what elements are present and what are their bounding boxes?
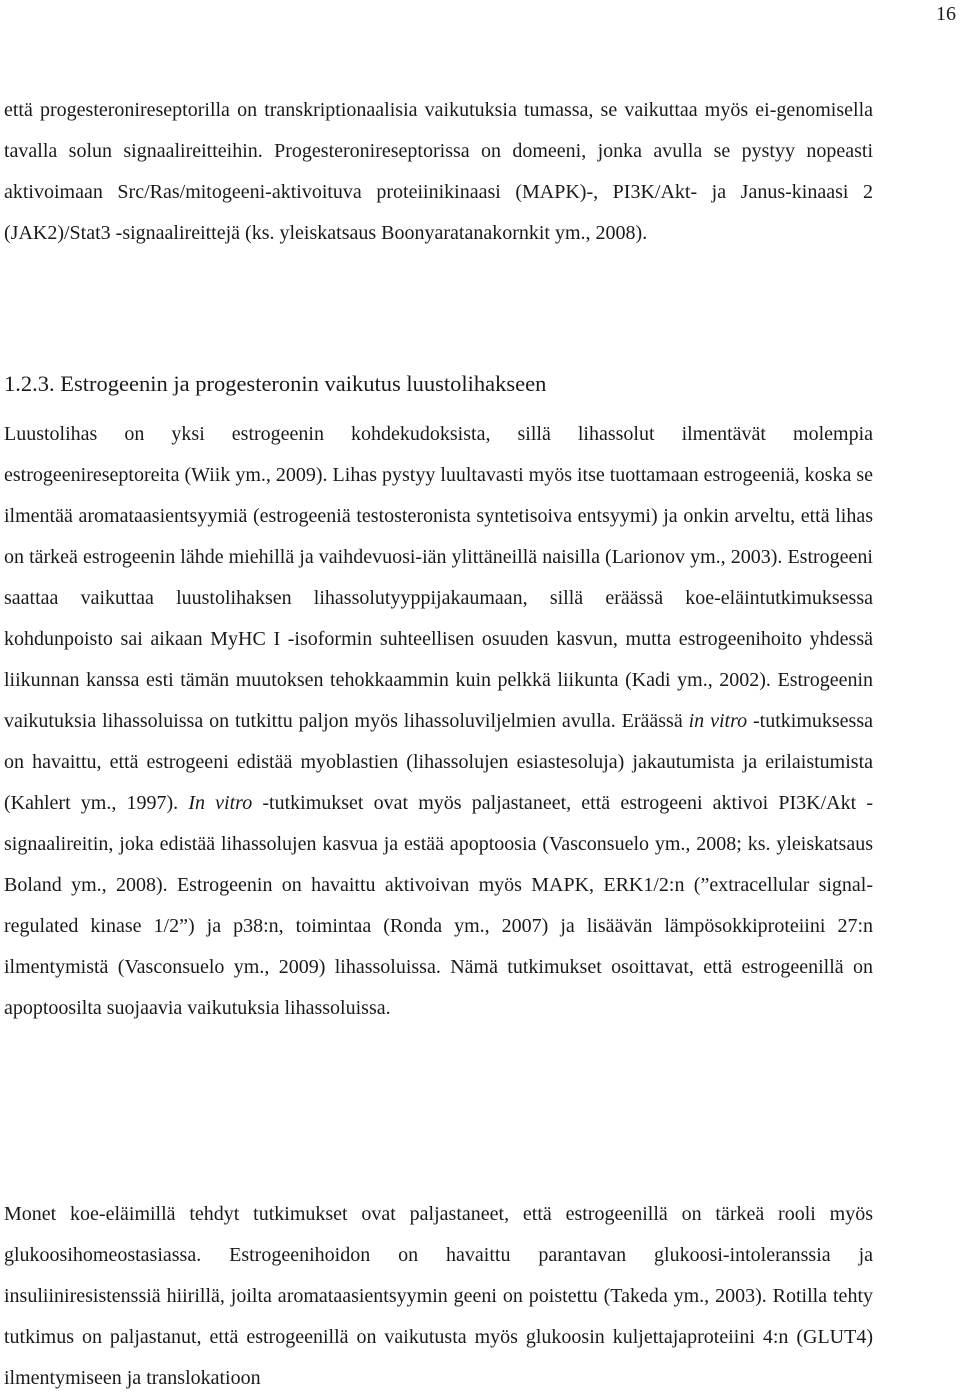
text-run: -tutkimuksessa on havaittu, että estrogeeni edistää myoblastien (lihassolujen esiastesoluja) jakautumista ja erilaistumista (Kahlert ym., 1997). <box>4 710 873 814</box>
paragraph-text <box>4 414 873 1029</box>
text-run: Luustolihas on yksi estrogeenin kohdekudoksista, sillä lihassolut ilmentävät molempia estrogeenireseptoreita (Wiik ym., 2009). Lihas pystyy luultavasti myös itse tuottamaan estrogeeniä, koska se ilmentää aromataasientsyymiä (estrogeeniä testosteronista syntetisoiva entsyymi) ja onkin arveltu, että lihas on tärkeä estrogeenin lähde miehillä ja vaihdevuosi-iän ylittäneillä naisilla (Larionov ym., 2003). Estrogeeni saattaa vaikuttaa luustolihaksen lihassolutyyppijakaumaan, sillä eräässä koe-eläintutkimuksessa kohdunpoisto sai aikaan MyHC I -isoformin suhteellisen osuuden kasvun, mutta estrogeenihoito yhdessä liikunnan kanssa esti tämän muutoksen tehokkaammin kuin pelkkä liikunta (Kadi ym., 2002). Estrogeenin vaikutuksia lihassoluissa on tutkittu paljon myös lihassoluviljelmien avulla. Eräässä <box>4 423 873 732</box>
paragraph-text: että progesteronireseptorilla on transkriptionaalisia vaikutuksia tumassa, se vaikuttaa myös ei-genomisella tavalla solun signaalireitteihin. Progesteronireseptorissa on domeeni, jonka avulla se pystyy nopeasti aktivoimaan Src/Ras/mitogeeni-aktivoituva proteiinikinaasi (MAPK)-, PI3K/Akt- ja Janus-kinaasi 2 (JAK2)/Stat3 -signaalireittejä (ks. yleiskatsaus Boonyaratanakornkit ym., 2008). <box>4 99 873 244</box>
page-number: 16 <box>936 3 956 25</box>
italic-term: In vitro <box>188 792 253 814</box>
section-heading: 1.2.3. Estrogeenin ja progesteronin vaikutus luustolihakseen <box>4 371 547 396</box>
body-paragraph-1 <box>4 90 873 254</box>
text-run: -tutkimukset ovat myös paljastaneet, että estrogeeni aktivoi PI3K/Akt -signaalireitin, joka edistää lihassolujen kasvua ja estää apoptoosia (Vasconsuelo ym., 2008; ks. yleiskatsaus Boland ym., 2008). Estrogeenin on havaittu aktivoivan myös MAPK, ERK1/2:n (”extracellular signal-regulated kinase 1/2”) ja p38:n, toimintaa (Ronda ym., 2007) ja lisäävän lämpösokkiproteiini 27:n ilmentymistä (Vasconsuelo ym., 2009) lihassoluissa. Nämä tutkimukset osoittavat, että estrogeenillä on apoptoosilta suojaavia vaikutuksia lihassoluissa. <box>4 792 873 1019</box>
body-paragraph-2 <box>4 414 873 1029</box>
italic-term: in vitro <box>688 710 748 732</box>
paragraph-text: Monet koe-eläimillä tehdyt tutkimukset ovat paljastaneet, että estrogeenillä on tärkeä rooli myös glukoosihomeostasiassa. Estrogeenihoidon on havaittu parantavan glukoosi-intoleranssia ja insuliiniresistenssiä hiirillä, joilta aromataasientsyymin geeni on poistettu (Takeda ym., 2003). Rotilla tehty tutkimus on paljastanut, että estrogeenillä on vaikutusta myös glukoosin kuljettajaproteiini 4:n (GLUT4) ilmentymiseen ja translokatioon <box>4 1203 873 1389</box>
body-paragraph-3 <box>4 1194 873 1399</box>
